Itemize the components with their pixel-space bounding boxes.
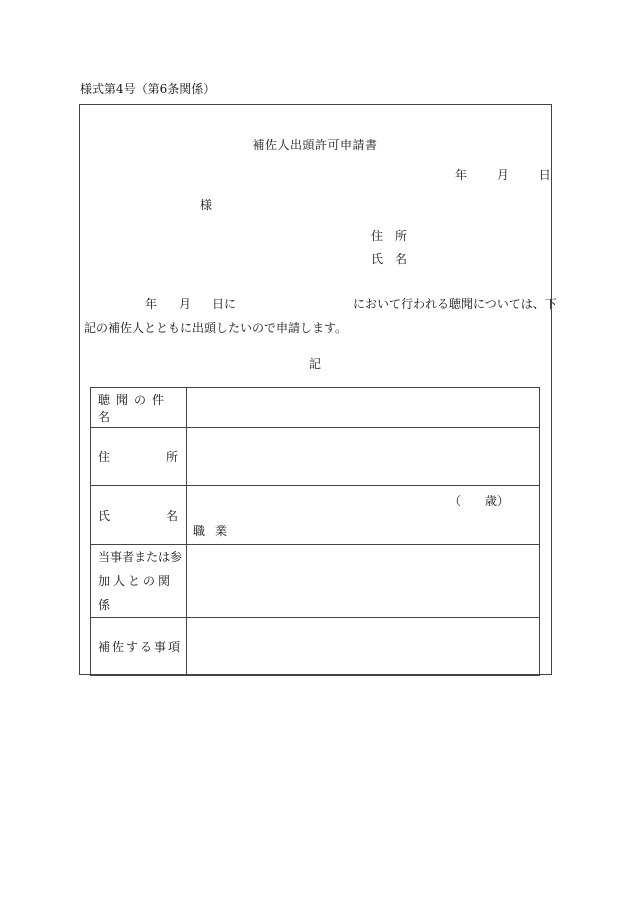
name-label (91, 486, 187, 545)
address-field[interactable] (187, 428, 540, 486)
hearing-case-field[interactable] (187, 388, 540, 428)
body-line-2: 記の補佐人とともに出頭したいので申請します。 (84, 321, 348, 335)
table-row-relation (91, 545, 540, 618)
assist-matters-field[interactable] (187, 618, 540, 676)
date-year-label: 年 (455, 168, 468, 182)
body-line-1-rest: において行われる聴聞については、下 (353, 297, 557, 311)
assist-matters-label-text: 補佐する事項 (98, 640, 183, 654)
table-row-address (91, 428, 540, 486)
applicant-address-label: 住所 (371, 229, 420, 243)
relation-label (91, 545, 187, 618)
document-title: 補佐人出頭許可申請書 (252, 138, 378, 152)
form-number: 様式第4号（第6条関係） (80, 82, 216, 96)
assist-matters-label (91, 618, 187, 676)
address-label-char-1: 住 (98, 450, 111, 464)
table-row-assist-matters (91, 618, 540, 676)
hearing-case-label (91, 388, 187, 428)
name-label-char-2: 名 (165, 508, 178, 523)
relation-field[interactable] (187, 545, 540, 618)
date-line (455, 166, 551, 183)
ki-heading: 記 (308, 357, 321, 371)
body-year: 年 (145, 297, 158, 311)
relation-label-line-2: 加人との関係 (98, 574, 174, 612)
table-row-name (91, 486, 540, 545)
name-field[interactable] (187, 486, 540, 545)
applicant-name-label: 氏名 (371, 252, 420, 266)
hearing-case-label-text: 聴聞の件名 (98, 392, 171, 424)
name-label-char-1: 氏 (98, 508, 111, 523)
table-row-hearing-case (91, 388, 540, 428)
date-month-label: 月 (496, 168, 509, 182)
address-label-char-2: 所 (165, 450, 178, 464)
body-month: 月 (179, 297, 192, 311)
age-label: （ 歳） (448, 494, 509, 508)
assistant-info-table (90, 387, 540, 676)
relation-label-line-1: 当事者または参 (98, 550, 183, 564)
date-day-label: 日 (538, 168, 551, 182)
addressee-suffix: 様 (200, 198, 213, 212)
body-day: 日に (212, 297, 237, 311)
address-label (91, 428, 187, 486)
occupation-label: 職業 (193, 524, 238, 538)
